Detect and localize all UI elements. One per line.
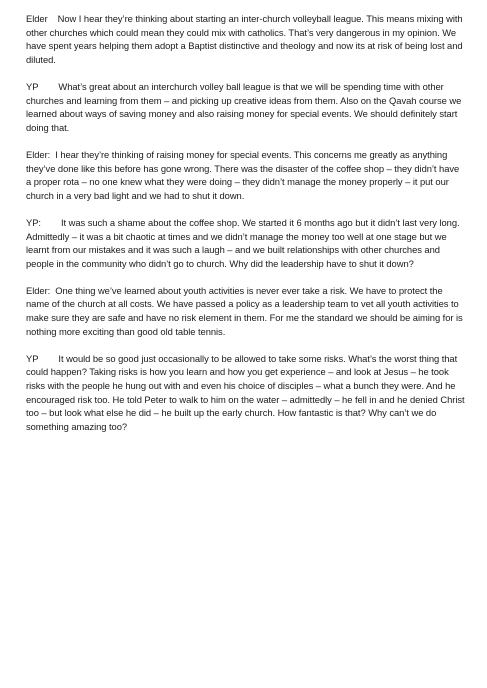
dialogue-paragraph-elder-3 [26,284,466,338]
dialogue-text: One thing we’ve learned about youth activities is never ever take a risk. We have to protect the name of the church at all costs. We have passed a policy as a leadership team to vet all youth activities to make sure they are safe and have no risk element in them. For me the standard we should be aiming for is nothing more exciting than good old table tennis. [26,284,463,337]
speaker-label: YP [26,80,39,92]
document-page [26,12,466,447]
dialogue-paragraph-yp-3 [26,352,466,434]
dialogue-text: It would be so good just occasionally to be allowed to take some risks. What’s the worst thing that could happen? Taking risks is how you learn and how you get experience – and look at Jesus – he took risks with the people he hung out with and even his choice of disciples – what a bunch they were. And he encouraged risk too. He told Peter to walk to him on the water – admittedly – he fell in and he denied Christ too – but look what else he did – he built up the early church. How fantastic is that? Why can’t we do something amazing too? [26,352,465,432]
speaker-label: YP: [26,216,41,228]
dialogue-text: Now I hear they’re thinking about starting an inter-church volleyball league. This means mixing with other churches which could mean they could mix with catholics. That’s very dangerous in my opinion. We have spent years helping them adopt a Baptist distinctive and theology and now its at risk of being lost and diluted. [26,13,463,65]
dialogue-text: What’s great about an interchurch volley ball league is that we will be spending time with other churches and learning from them – and picking up creative ideas from them. Also on the Qavah course we learned about ways of saving money and also raising money for special events. We should definitely start doing that. [26,80,462,133]
dialogue-paragraph-yp-1 [26,80,466,134]
speaker-label: YP [26,352,39,364]
speaker-label: Elder: [26,284,51,296]
dialogue-text: It was such a shame about the coffee shop. We started it 6 months ago but it didn’t last very long. Admittedly – it was a bit chaotic at times and we didn’t manage the money too well at one stage but we learnt from our mistakes and it was such a laugh – and we built relationships with other churches and people in the community who didn’t go to church. Why did the leadership have to shut it down? [26,216,460,269]
dialogue-text: I hear they’re thinking of raising money for special events. This concerns me greatly as anything they’ve done like this before has gone wrong. There was the disaster of the coffee shop – they didn’t have a proper rota – no one knew what they were doing – they didn’t manage the money properly – it put our church in a very bad light and we had to shut it down. [26,148,460,201]
dialogue-paragraph-elder-2 [26,148,466,202]
speaker-label: Elder: [26,148,51,160]
dialogue-paragraph-elder-1 [26,12,466,66]
speaker-label: Elder [26,13,48,24]
dialogue-paragraph-yp-2 [26,216,466,270]
